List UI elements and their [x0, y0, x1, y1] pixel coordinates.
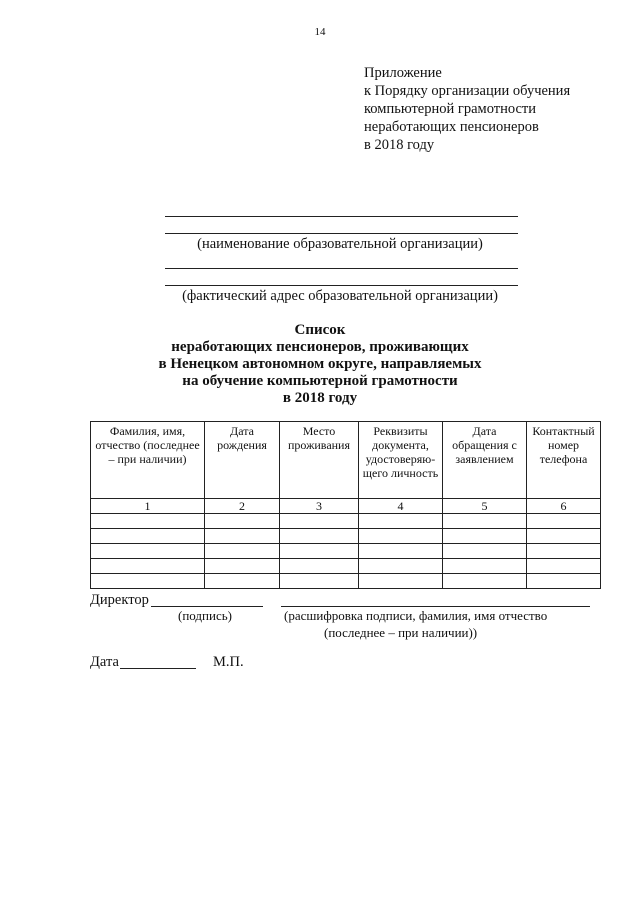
table-cell [280, 529, 359, 544]
table-cell [527, 529, 601, 544]
header-id-document: Реквизиты документа, удостоверяю-щего личность [359, 422, 443, 499]
table-cell [443, 514, 527, 529]
signature-caption: (подпись) [178, 608, 232, 623]
org-address-caption: (фактический адрес образовательной организации) [182, 288, 498, 304]
table-cell [205, 574, 280, 589]
appendix-line: компьютерной грамотности [364, 101, 536, 117]
date-label: Дата [90, 654, 119, 670]
header-birth-date: Дата рождения [205, 422, 280, 499]
column-number: 5 [443, 499, 527, 514]
title-line: неработающих пенсионеров, проживающих [171, 339, 469, 355]
column-number: 2 [205, 499, 280, 514]
appendix-line: в 2018 году [364, 137, 435, 153]
title-line: в Ненецком автономном округе, направляемых [158, 356, 482, 372]
column-number-row [91, 499, 601, 514]
table-cell [359, 529, 443, 544]
title-line: на обучение компьютерной грамотности [182, 373, 458, 389]
header-full-name: Фамилия, имя, отчество (последнее – при наличии) [91, 422, 205, 499]
appendix-line: Приложение [364, 65, 442, 81]
table-cell [91, 559, 205, 574]
table-cell [359, 559, 443, 574]
table-cell [205, 514, 280, 529]
table-cell [443, 544, 527, 559]
signature-decode-caption: (последнее – при наличии)) [324, 625, 478, 640]
director-label: Директор [90, 592, 149, 608]
table-row [91, 514, 601, 529]
table-header-row [91, 422, 601, 499]
title-line: Список [294, 322, 346, 338]
stamp-label: М.П. [213, 654, 244, 670]
page-number: 14 [314, 26, 326, 38]
table-cell [527, 574, 601, 589]
table-cell [205, 544, 280, 559]
signature-decode-line [281, 606, 590, 607]
column-number: 4 [359, 499, 443, 514]
table-row [91, 559, 601, 574]
table-cell [280, 574, 359, 589]
pensioners-table [90, 421, 601, 589]
table-cell [91, 514, 205, 529]
appendix-line: неработающих пенсионеров [364, 119, 539, 135]
table-cell [443, 529, 527, 544]
header-application-date: Дата обращения с заявлением [443, 422, 527, 499]
table-cell [443, 574, 527, 589]
org-name-line [165, 233, 518, 234]
table-cell [280, 544, 359, 559]
appendix-line: к Порядку организации обучения [364, 83, 571, 99]
table-row [91, 529, 601, 544]
column-number: 3 [280, 499, 359, 514]
title-line: в 2018 году [282, 390, 358, 406]
table-cell [280, 559, 359, 574]
table-cell [359, 574, 443, 589]
org-address-line [165, 268, 518, 269]
table-cell [527, 559, 601, 574]
table-cell [91, 544, 205, 559]
table-cell [205, 529, 280, 544]
table-cell [91, 529, 205, 544]
table-cell [91, 574, 205, 589]
table-cell [280, 514, 359, 529]
table-cell [359, 544, 443, 559]
header-residence: Место проживания [280, 422, 359, 499]
table-cell [205, 559, 280, 574]
signature-decode-caption: (расшифровка подписи, фамилия, имя отчество [284, 608, 548, 623]
table-row [91, 544, 601, 559]
header-phone: Контактный номер телефона [527, 422, 601, 499]
appendix-block [364, 64, 570, 154]
signature-line [151, 606, 263, 607]
org-address-line [165, 285, 518, 286]
table-cell [527, 514, 601, 529]
column-number: 1 [91, 499, 205, 514]
column-number: 6 [527, 499, 601, 514]
document-title [120, 322, 520, 407]
table-cell [359, 514, 443, 529]
table-cell [527, 544, 601, 559]
date-line [120, 668, 196, 669]
table-row [91, 574, 601, 589]
org-name-line [165, 216, 518, 217]
org-name-caption: (наименование образовательной организации) [197, 236, 483, 252]
table-cell [443, 559, 527, 574]
